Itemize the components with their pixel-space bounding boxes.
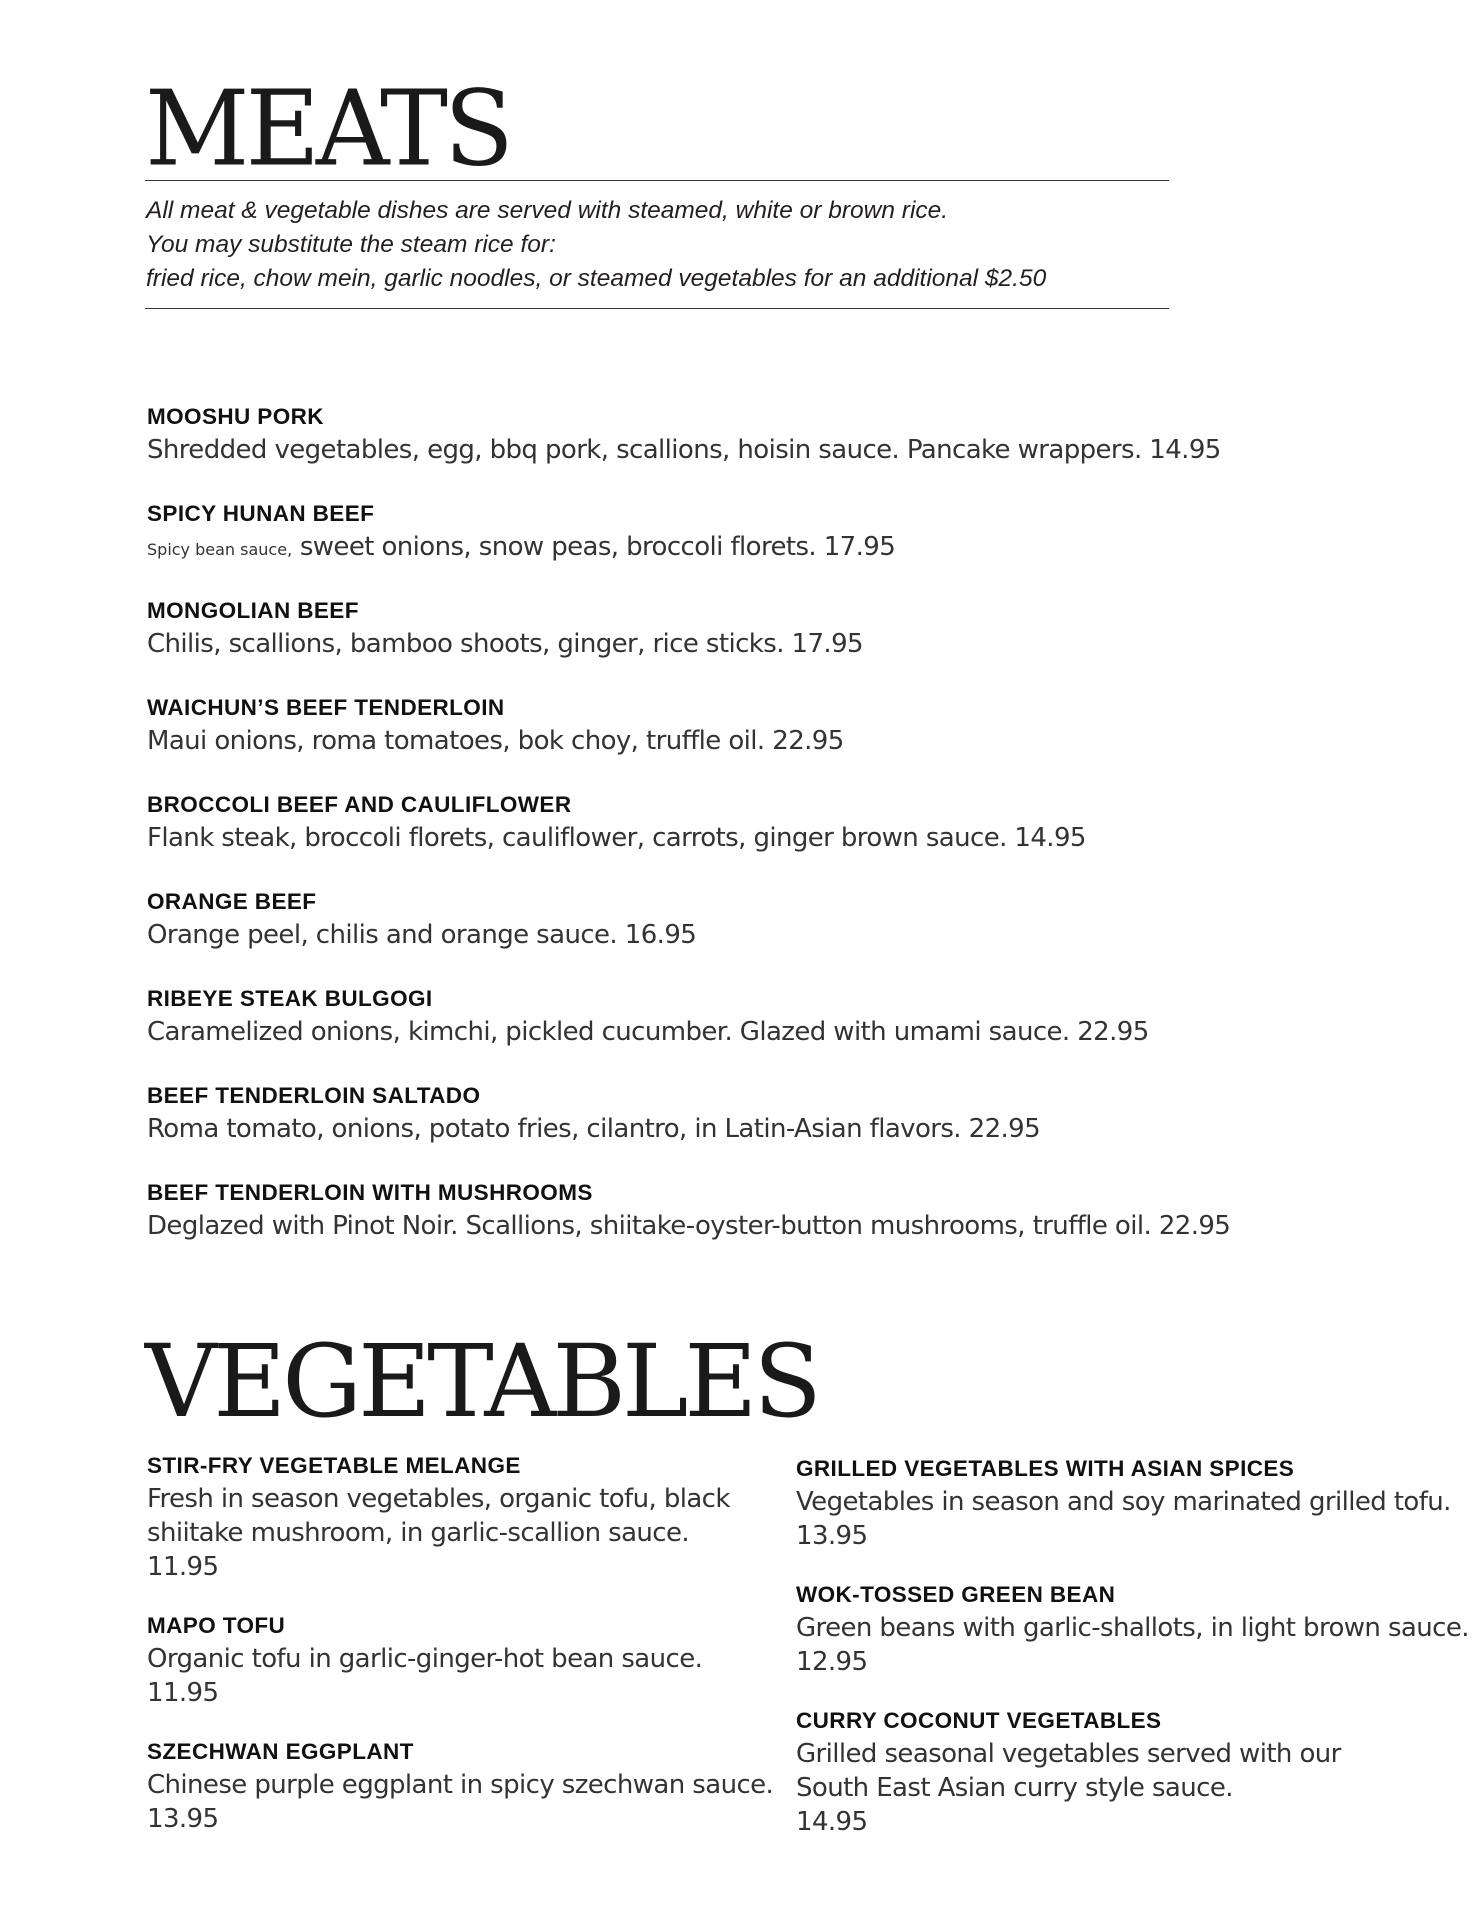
menu-item xyxy=(796,1453,1451,1553)
item-name: GRILLED VEGETABLES WITH ASIAN SPICES xyxy=(796,1456,1295,1481)
item-name: BROCCOLI BEEF AND CAULIFLOWER xyxy=(147,792,572,817)
item-description xyxy=(147,530,1347,567)
menu-item xyxy=(147,595,1347,692)
description-line: Chinese purple eggplant in spicy szechwan sauce. xyxy=(147,1770,774,1800)
menu-item xyxy=(147,498,1347,595)
item-name: STIR-FRY VEGETABLE MELANGE xyxy=(147,1453,521,1478)
item-description: Caramelized onions, kimchi, pickled cucumber. Glazed with umami sauce. 22.95 xyxy=(147,1017,1149,1047)
menu-item xyxy=(147,983,1347,1080)
item-name: WOK-TOSSED GREEN BEAN xyxy=(796,1582,1116,1607)
item-description: Flank steak, broccoli florets, cauliflower, carrots, ginger brown sauce. 14.95 xyxy=(147,823,1086,853)
item-description: Roma tomato, onions, potato fries, cilantro, in Latin-Asian flavors. 22.95 xyxy=(147,1114,1041,1144)
item-description: Maui onions, roma tomatoes, bok choy, truffle oil. 22.95 xyxy=(147,726,844,756)
item-description-rest: sweet onions, snow peas, broccoli florets. 17.95 xyxy=(292,532,896,562)
description-line: Fresh in season vegetables, organic tofu, black xyxy=(147,1484,730,1514)
item-name: WAICHUN’S BEEF TENDERLOIN xyxy=(147,695,505,720)
item-name: SPICY HUNAN BEEF xyxy=(147,501,375,526)
item-price: 11.95 xyxy=(147,1678,219,1708)
meats-title: MEATS xyxy=(145,68,510,191)
item-description: Orange peel, chilis and orange sauce. 16.95 xyxy=(147,920,697,950)
item-price: 12.95 xyxy=(796,1647,868,1677)
menu-item xyxy=(147,1736,774,1836)
item-description: Chilis, scallions, bamboo shoots, ginger, rice sticks. 17.95 xyxy=(147,629,863,659)
item-description xyxy=(796,1485,1451,1553)
item-description xyxy=(796,1611,1469,1679)
item-name: BEEF TENDERLOIN WITH MUSHROOMS xyxy=(147,1180,593,1205)
description-line: Organic tofu in garlic-ginger-hot bean sauce. xyxy=(147,1644,703,1674)
description-line: Grilled seasonal vegetables served with our xyxy=(796,1739,1341,1769)
item-name: MONGOLIAN BEEF xyxy=(147,598,359,623)
divider xyxy=(145,308,1169,309)
menu-item xyxy=(147,692,1347,789)
menu-item xyxy=(147,789,1347,886)
item-description-lead: Spicy bean sauce, xyxy=(147,540,293,559)
vegetables-right-column xyxy=(796,1453,1469,1865)
menu-item xyxy=(147,1080,1347,1177)
intro-line: You may substitute the steam rice for: xyxy=(146,231,556,258)
menu-item xyxy=(147,401,1347,498)
menu-item xyxy=(147,1610,747,1710)
item-description: Shredded vegetables, egg, bbq pork, scallions, hoisin sauce. Pancake wrappers. 14.95 xyxy=(147,435,1221,465)
item-name: MAPO TOFU xyxy=(147,1613,286,1638)
item-price: 11.95 xyxy=(147,1552,219,1582)
item-description xyxy=(147,1642,747,1710)
item-name: RIBEYE STEAK BULGOGI xyxy=(147,986,433,1011)
item-description: Deglazed with Pinot Noir. Scallions, shiitake-oyster-button mushrooms, truffle oil. 22.95 xyxy=(147,1211,1231,1241)
menu-item xyxy=(796,1579,1469,1679)
item-price: 13.95 xyxy=(796,1521,868,1551)
description-line: South East Asian curry style sauce. xyxy=(796,1773,1233,1803)
meats-intro xyxy=(146,194,1196,296)
menu-item xyxy=(147,1450,747,1584)
item-name: ORANGE BEEF xyxy=(147,889,317,914)
item-price: 13.95 xyxy=(147,1804,219,1834)
divider xyxy=(145,180,1169,181)
menu-item xyxy=(147,886,1347,983)
description-line: shiitake mushroom, in garlic-scallion sauce. xyxy=(147,1518,690,1548)
menu-item xyxy=(147,1177,1347,1274)
intro-line: fried rice, chow mein, garlic noodles, or steamed vegetables for an additional $2.50 xyxy=(146,265,1047,292)
item-description xyxy=(796,1737,1396,1839)
description-line: Green beans with garlic-shallots, in light brown sauce. xyxy=(796,1613,1469,1643)
menu-item xyxy=(796,1705,1396,1839)
intro-line: All meat & vegetable dishes are served with steamed, white or brown rice. xyxy=(146,197,949,224)
description-line: Vegetables in season and soy marinated grilled tofu. xyxy=(796,1487,1451,1517)
item-description xyxy=(147,1482,747,1584)
item-description xyxy=(147,1768,774,1836)
item-name: BEEF TENDERLOIN SALTADO xyxy=(147,1083,481,1108)
item-price: 14.95 xyxy=(796,1807,868,1837)
item-name: SZECHWAN EGGPLANT xyxy=(147,1739,414,1764)
meats-list xyxy=(147,401,1347,1274)
vegetables-left-column xyxy=(147,1450,774,1862)
item-name: CURRY COCONUT VEGETABLES xyxy=(796,1708,1162,1733)
item-name: MOOSHU PORK xyxy=(147,404,324,429)
vegetables-title: VEGETABLES xyxy=(145,1323,818,1440)
